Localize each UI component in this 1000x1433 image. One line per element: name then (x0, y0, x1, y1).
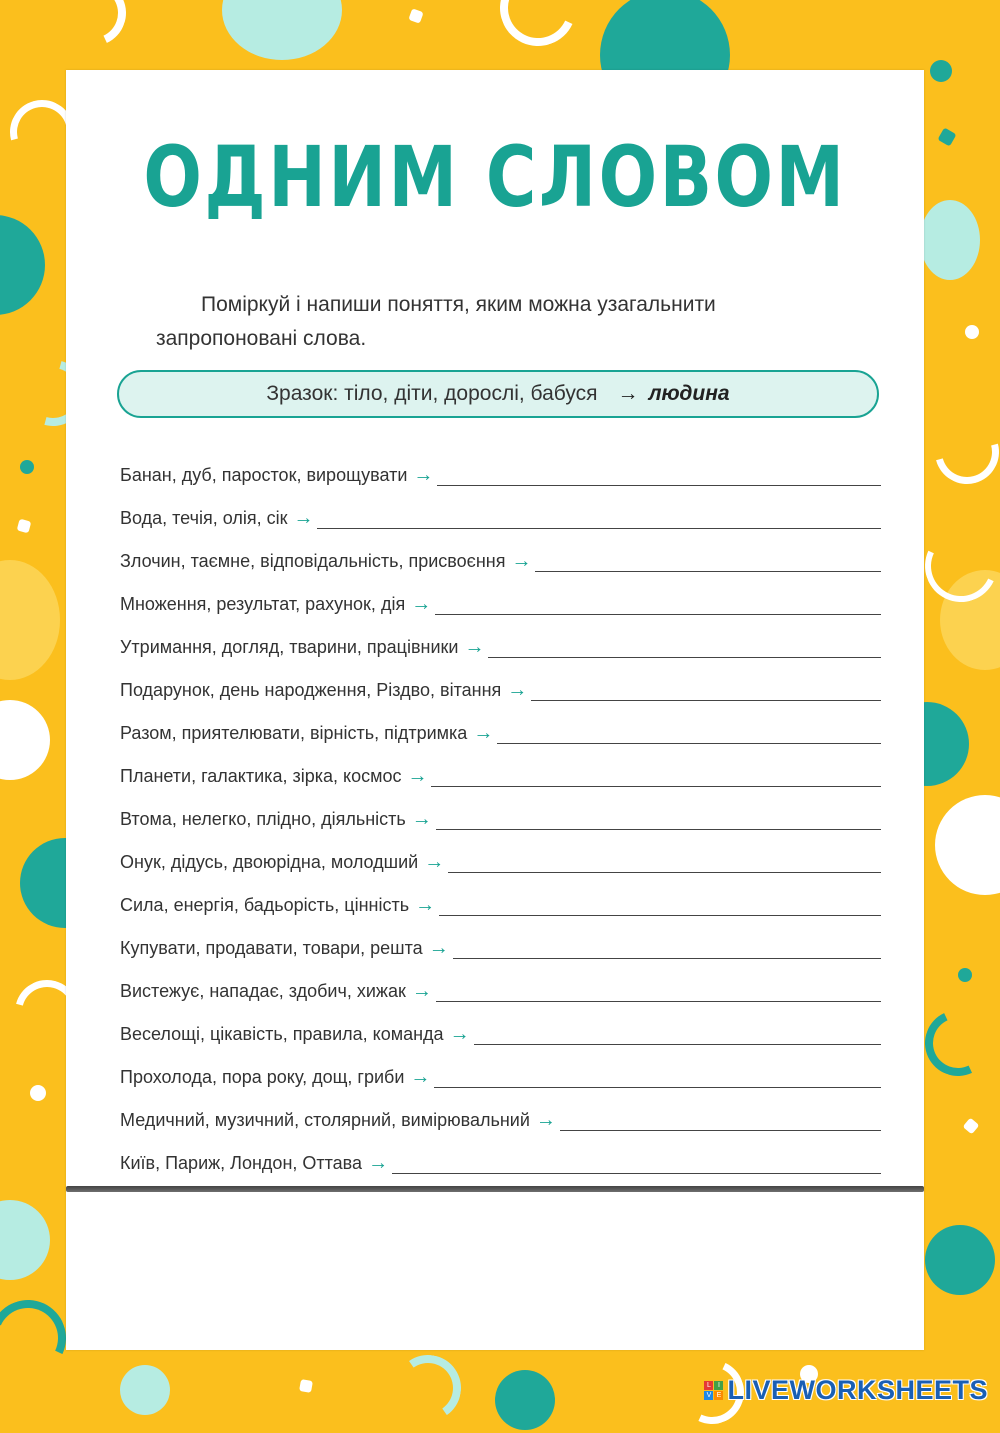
exercise-row (120, 751, 881, 794)
arrow-icon: → (410, 1066, 431, 1088)
exercise-prompt: Втома, нелегко, плідно, діяльність (120, 809, 406, 829)
exercise-prompt: Веселощі, цікавість, правила, команда (120, 1024, 444, 1044)
sample-answer: людина (648, 382, 730, 405)
exercise-prompt: Вистежує, нападає, здобич, хижак (120, 981, 406, 1001)
exercise-prompt: Множення, результат, рахунок, дія (120, 594, 406, 614)
exercise-row (120, 794, 881, 837)
exercise-row (120, 837, 881, 880)
exercise-row (120, 493, 881, 536)
answer-field[interactable] (439, 897, 881, 916)
answer-field[interactable] (431, 768, 881, 787)
arrow-icon: → (428, 937, 449, 959)
liveworksheets-logo[interactable] (704, 1375, 988, 1405)
exercise-prompt: Сила, енергія, бадьорість, цінність (120, 895, 410, 915)
badge-letter: L (704, 1381, 713, 1390)
paper-edge-shadow (66, 1186, 924, 1192)
answer-field[interactable] (437, 467, 881, 486)
exercise-row (120, 1095, 881, 1138)
exercise-prompt: Подарунок, день народження, Різдво, вітання (120, 680, 502, 700)
worksheet-title: ОДНИМ СЛОВОМ (143, 128, 847, 226)
answer-field[interactable] (436, 811, 881, 830)
exercise-prompt: Купувати, продавати, товари, решта (120, 938, 423, 958)
exercise-prompt: Планети, галактика, зірка, космос (120, 766, 402, 786)
badge-letter: V (704, 1391, 713, 1400)
logo-text: LIVEWORKSHEETS (727, 1374, 988, 1405)
exercise-prompt: Банан, дуб, паросток, вирощувати (120, 465, 408, 485)
arrow-icon: → (415, 894, 436, 916)
answer-field[interactable] (535, 553, 881, 572)
answer-field[interactable] (488, 639, 881, 658)
exercise-row (120, 1138, 881, 1181)
arrow-icon: → (368, 1152, 389, 1174)
answer-field[interactable] (474, 1026, 881, 1045)
exercise-row (120, 1052, 881, 1095)
arrow-icon: → (411, 593, 432, 615)
exercise-prompt: Утримання, догляд, тварини, працівники (120, 637, 459, 657)
exercise-row (120, 536, 881, 579)
arrow-icon: → (411, 980, 432, 1002)
answer-field[interactable] (434, 1069, 881, 1088)
arrow-icon: → (464, 636, 485, 658)
arrow-icon: → (507, 679, 528, 701)
sample-prompt: Зразок: тіло, діти, дорослі, бабуся (266, 382, 598, 405)
arrow-icon: → (617, 382, 639, 405)
exercise-row (120, 665, 881, 708)
answer-field[interactable] (453, 940, 881, 959)
exercise-prompt: Разом, приятелювати, вірність, підтримка (120, 723, 468, 743)
arrow-icon: → (449, 1023, 470, 1045)
exercise-row (120, 622, 881, 665)
answer-field[interactable] (560, 1112, 881, 1131)
arrow-icon: → (293, 507, 314, 529)
arrow-icon: → (413, 464, 434, 486)
exercise-row (120, 923, 881, 966)
arrow-icon: → (535, 1109, 556, 1131)
sample-box (117, 370, 879, 418)
exercise-list (120, 450, 881, 1181)
answer-field[interactable] (497, 725, 881, 744)
arrow-icon: → (424, 851, 445, 873)
answer-field[interactable] (317, 510, 881, 529)
arrow-icon: → (511, 550, 532, 572)
exercise-row (120, 966, 881, 1009)
exercise-prompt: Злочин, таємне, відповідальність, присвоєння (120, 551, 506, 571)
exercise-row (120, 1009, 881, 1052)
exercise-prompt: Прохолода, пора року, дощ, гриби (120, 1067, 405, 1087)
exercise-row (120, 708, 881, 751)
answer-field[interactable] (531, 682, 881, 701)
exercise-prompt: Медичний, музичний, столярний, вимірювальний (120, 1110, 530, 1130)
arrow-icon: → (411, 808, 432, 830)
logo-badge-icon (704, 1381, 723, 1400)
badge-letter: E (714, 1391, 723, 1400)
answer-field[interactable] (392, 1155, 881, 1174)
answer-field[interactable] (448, 854, 881, 873)
arrow-icon: → (407, 765, 428, 787)
exercise-row (120, 579, 881, 622)
answer-field[interactable] (436, 983, 881, 1002)
exercise-row (120, 450, 881, 493)
answer-field[interactable] (435, 596, 881, 615)
exercise-row (120, 880, 881, 923)
badge-letter: I (714, 1381, 723, 1390)
exercise-prompt: Вода, течія, олія, сік (120, 508, 288, 528)
instruction-text: Поміркуй і напиши поняття, яким можна узагальнити запропоновані слова. (156, 293, 716, 350)
arrow-icon: → (473, 722, 494, 744)
exercise-prompt: Онук, дідусь, двоюрідна, молодший (120, 852, 419, 872)
worksheet-paper-lower (66, 1196, 924, 1350)
exercise-prompt: Київ, Париж, Лондон, Оттава (120, 1153, 363, 1173)
